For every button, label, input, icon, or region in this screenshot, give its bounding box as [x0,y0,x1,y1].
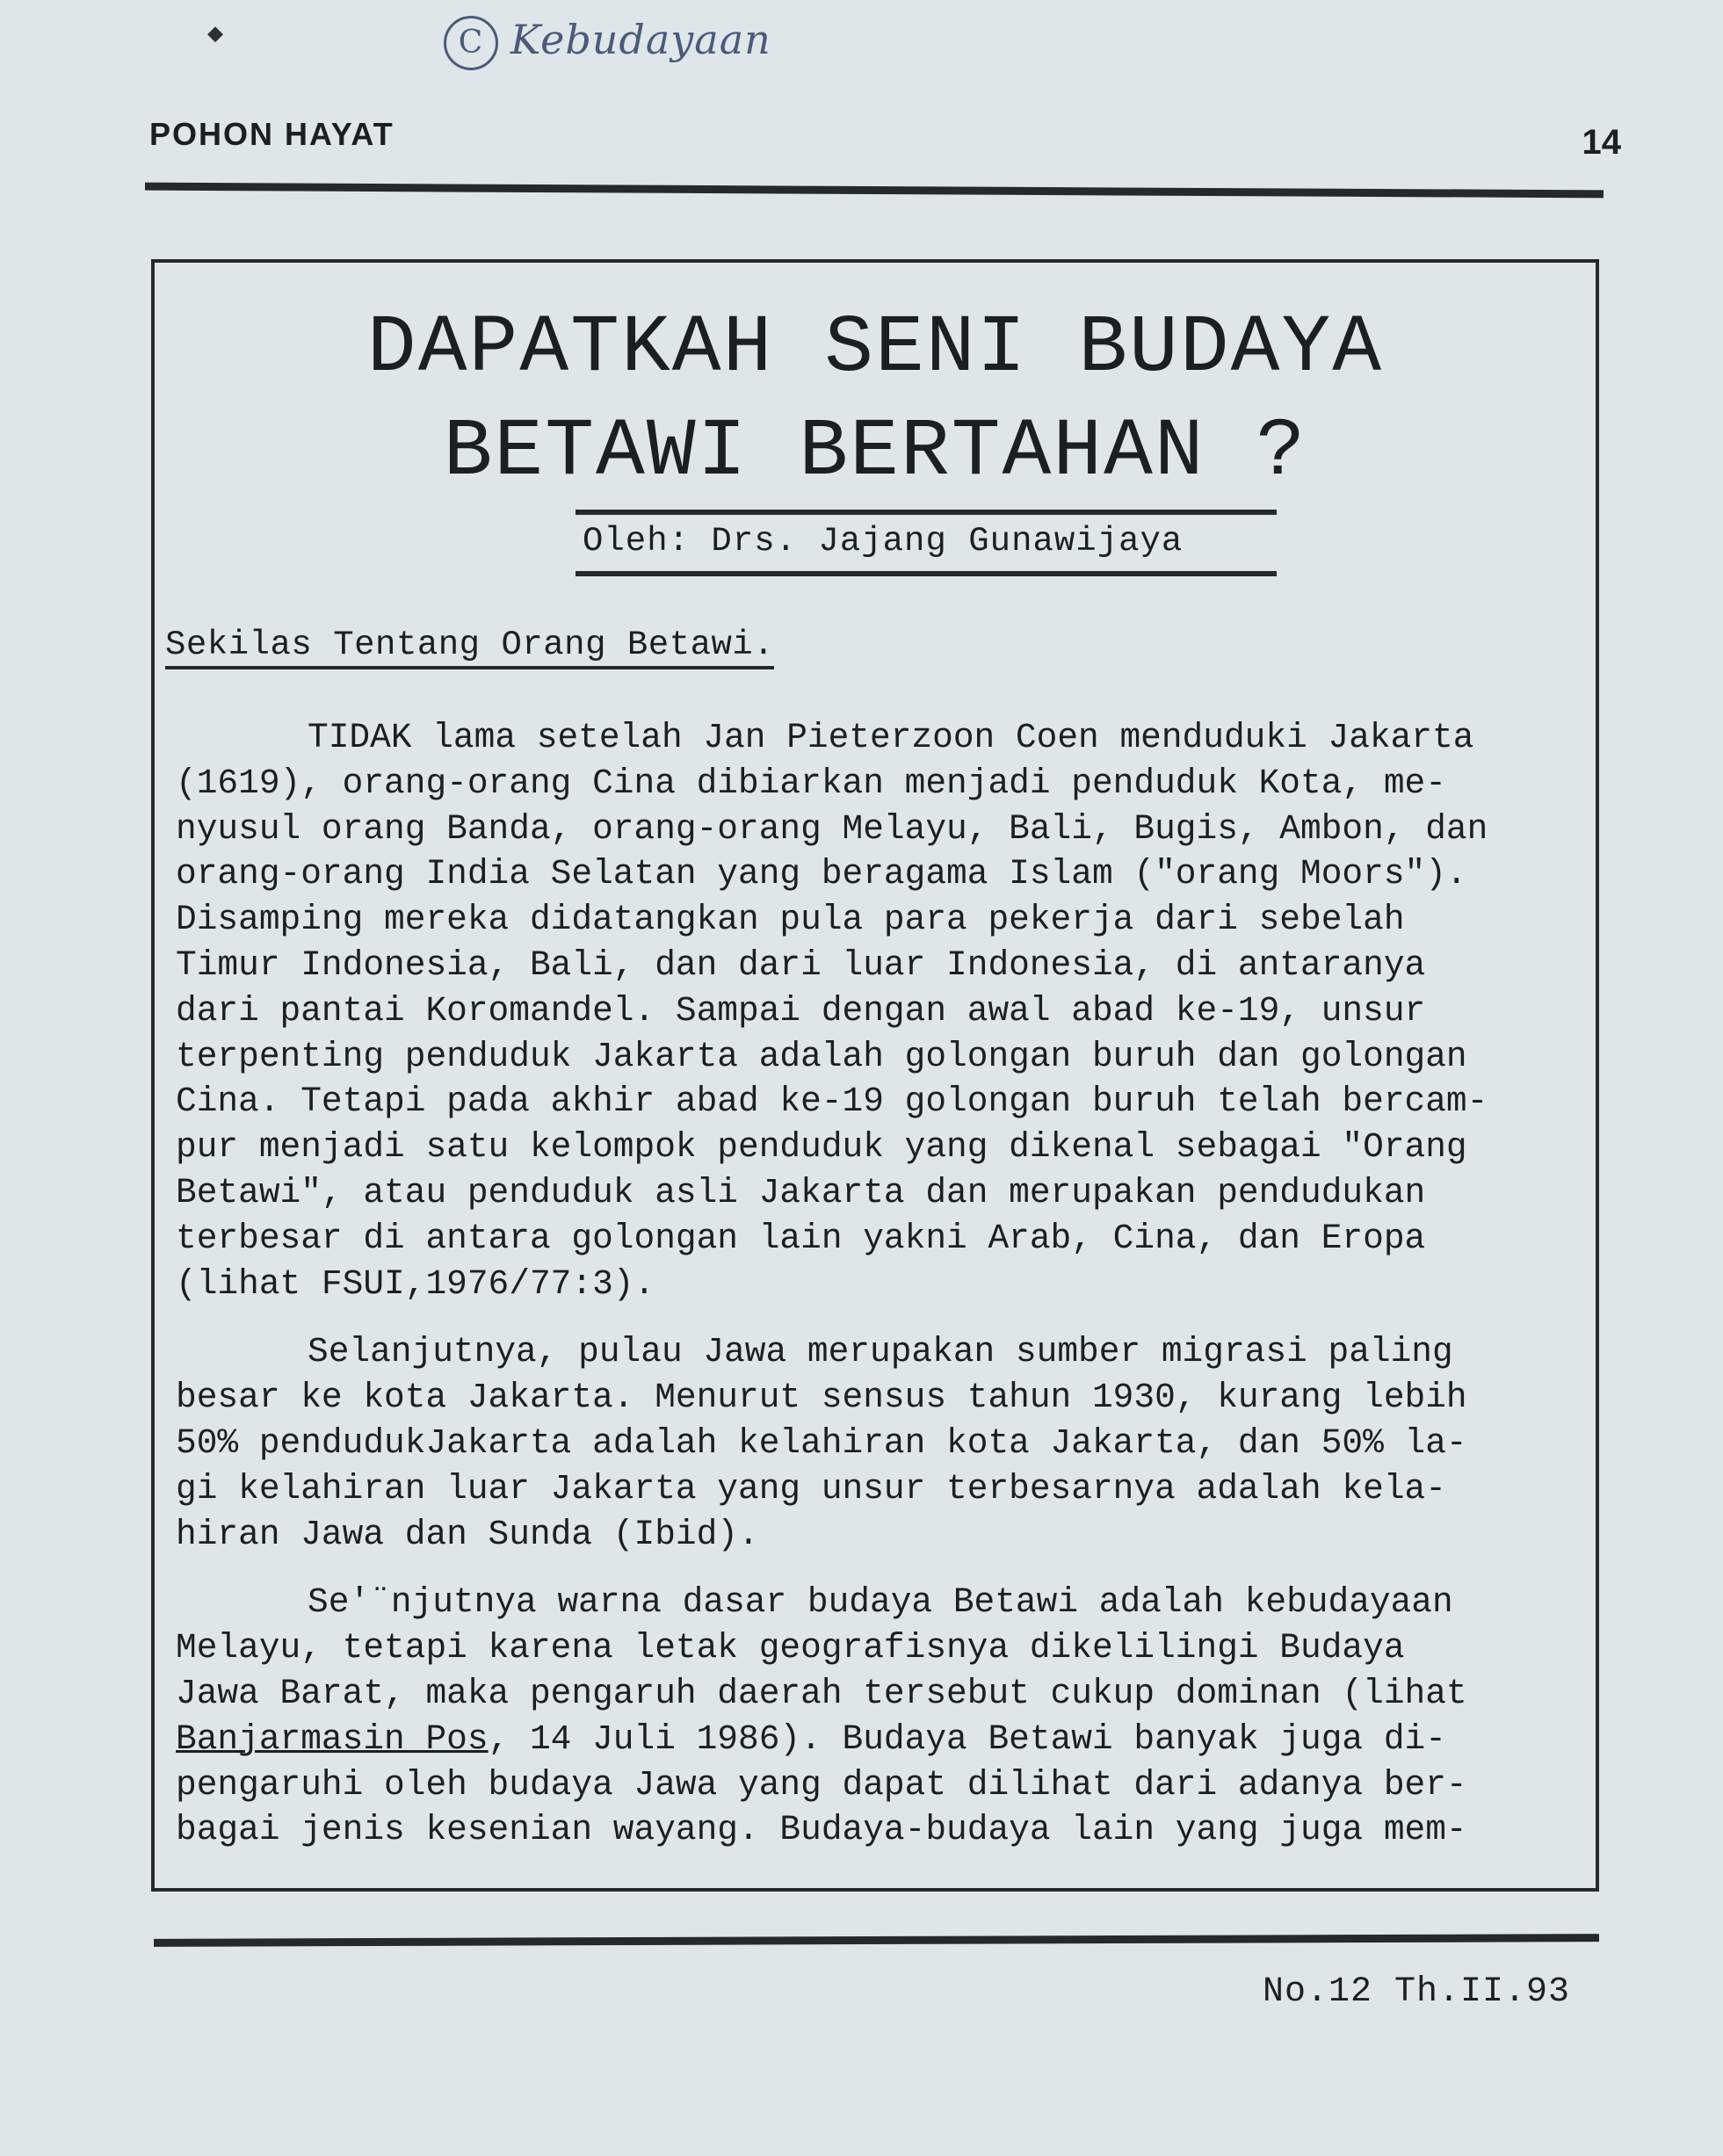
article-title [151,297,1599,504]
paragraph-3 [176,1580,1599,1853]
footer-rule [154,1934,1599,1947]
newspaper-reference: Banjarmasin Pos [176,1718,489,1759]
section-heading: Sekilas Tentang Orang Betawi. [165,626,774,669]
paragraph-2: Selanjutnya, pulau Jawa merupakan sumber migrasi paling besar ke kota Jakarta. Menurut sensus tahun 1930, kurang lebih 50% pendudukJakarta adalah kelahiran kota Jakarta, dan 50% la- gi kelahiran luar Jakarta yang unsur terbesarnya adalah kela- hiran Jawa dan Sunda (Ibid). [176,1332,1467,1554]
article-title-line1: DAPATKAH SENI BUDAYA [366,302,1384,394]
corner-mark: ◆ [207,20,224,50]
handwritten-note [444,16,771,70]
paragraph-3-start: Se'¨njutnya warna dasar budaya Betawi adalah kebudayaan Melayu, tetapi karena letak geografisnya dikelilingi Budaya Jawa Barat, maka pengaruh daerah tersebut cukup dominan (lihat [176,1582,1467,1713]
article-body [176,715,1599,1876]
paragraph-1: TIDAK lama setelah Jan Pieterzoon Coen menduduki Jakarta (1619), orang-orang Cina dibiarkan menjadi penduduk Kota, me- nyusul orang Banda, orang-orang Melayu, Bali, Bugis, Ambon, dan orang-orang India Selatan yang beragama Islam ("orang Moors"). Disamping mereka didatangkan pula para pekerja dari sebelah Timur Indonesia, Bali, dan dari luar Indonesia, di antaranya dari pantai Koromandel. Sampai dengan awal abad ke-19, unsur terpenting penduduk Jakarta adalah golongan buruh dan golongan Cina. Tetapi pada akhir abad ke-19 golongan buruh telah bercam- pur menjadi satu kelompok penduduk yang dikenal sebagai "Orang Betawi", atau penduduk asli Jakarta dan merupakan pendudukan terbesar di antara golongan lain yakni Arab, Cina, dan Eropa (lihat FSUI,1976/77:3). [176,718,1488,1304]
issue-number: No.12 Th.II.93 [1262,1972,1570,2012]
byline: Oleh: Drs. Jajang Gunawijaya [576,510,1277,576]
header-rule [145,183,1604,199]
page-number: 14 [1582,123,1621,162]
handwritten-note-text: Kebudayaan [510,16,771,63]
publication-title: POHON HAYAT [149,116,395,152]
article-title-line2: BETAWI BERTAHAN ? [443,406,1307,498]
circled-letter: C [444,16,498,70]
paragraph-3-end: , 14 Juli 1986). Budaya Betawi banyak juga di- pengaruhi oleh budaya Jawa yang dapat dilihat dari adanya ber- bagai jenis kesenian wayang. Budaya-budaya lain yang juga mem- [176,1718,1467,1850]
